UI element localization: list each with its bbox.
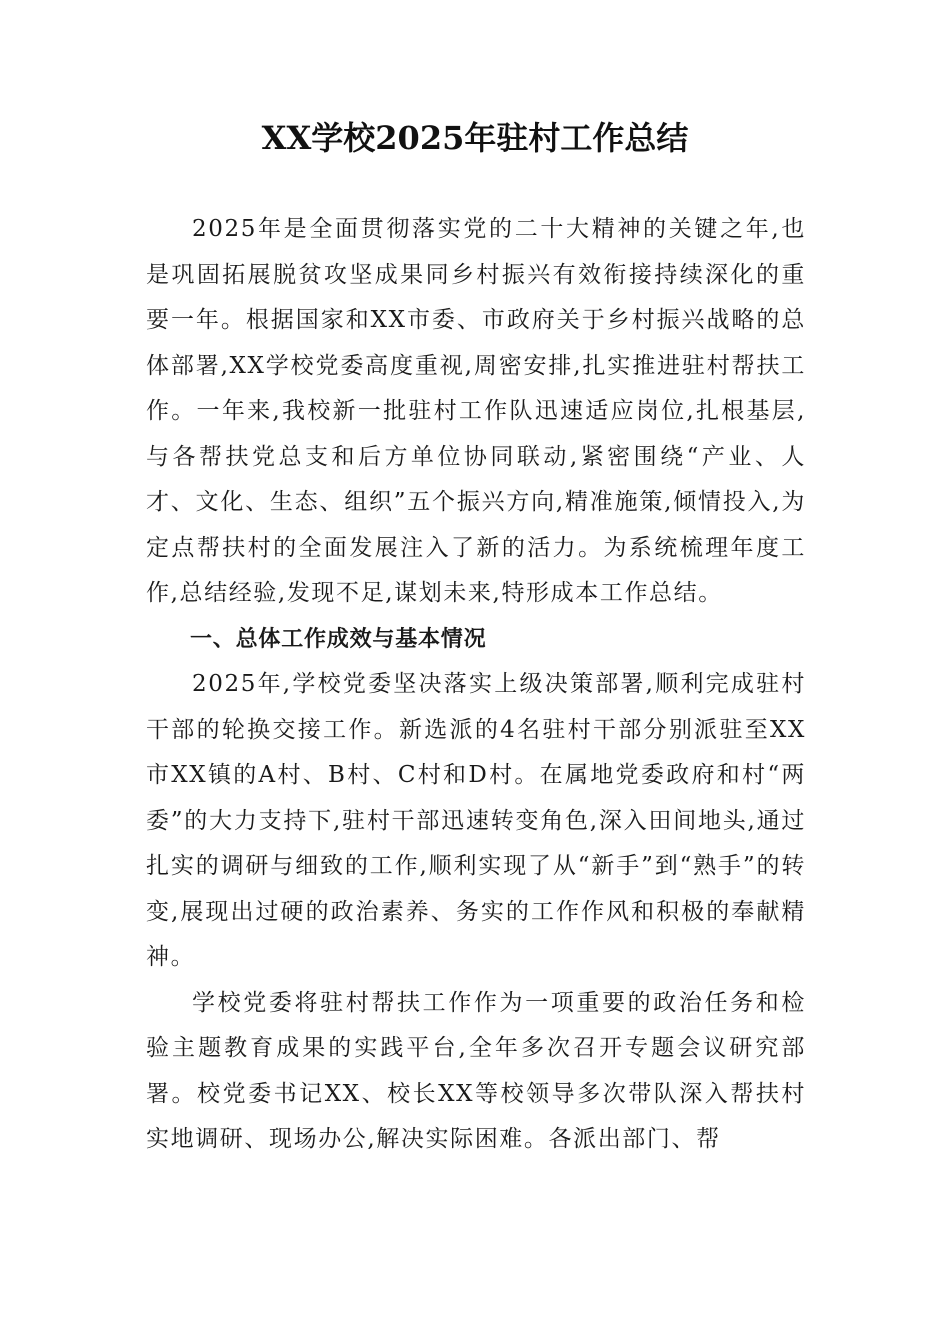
- intro-paragraph: 2025年是全面贯彻落实党的二十大精神的关键之年,也是巩固拓展脱贫攻坚成果同乡村振兴有效衔接持续深化的重要一年。根据国家和XX市委、市政府关于乡村振兴战略的总体部署,XX学校党委高度重视,周密安排,扎实推进驻村帮扶工作。一年来,我校新一批驻村工作队迅速适应岗位,扎根基层,与各帮扶党总支和后方单位协同联动,紧密围绕“产业、人才、文化、生态、组织”五个振兴方向,精准施策,倾情投入,为定点帮扶村的全面发展注入了新的活力。为系统梳理年度工作,总结经验,发现不足,谋划未来,特形成本工作总结。: [146, 216, 806, 606]
- section-heading: 一、总体工作成效与基本情况: [190, 626, 487, 652]
- body-paragraph-1: 2025年,学校党委坚决落实上级决策部署,顺利完成驻村干部的轮换交接工作。新选派的4名驻村干部分别派驻至XX市XX镇的A村、B村、C村和D村。在属地党委政府和村“两委”的大力支持下,驻村干部迅速转变角色,深入田间地头,通过扎实的调研与细致的工作,顺利实现了从“新手”到“熟手”的转变,展现出过硬的政治素养、务实的工作作风和积极的奉献精神。: [146, 671, 806, 970]
- document-title: XX学校2025年驻村工作总结: [261, 119, 689, 157]
- document-body: [146, 207, 806, 1163]
- body-paragraph-2: 学校党委将驻村帮扶工作作为一项重要的政治任务和检验主题教育成果的实践平台,全年多次召开专题会议研究部署。校党委书记XX、校长XX等校领导多次带队深入帮扶村实地调研、现场办公,解决实际困难。各派出部门、帮: [146, 989, 806, 1152]
